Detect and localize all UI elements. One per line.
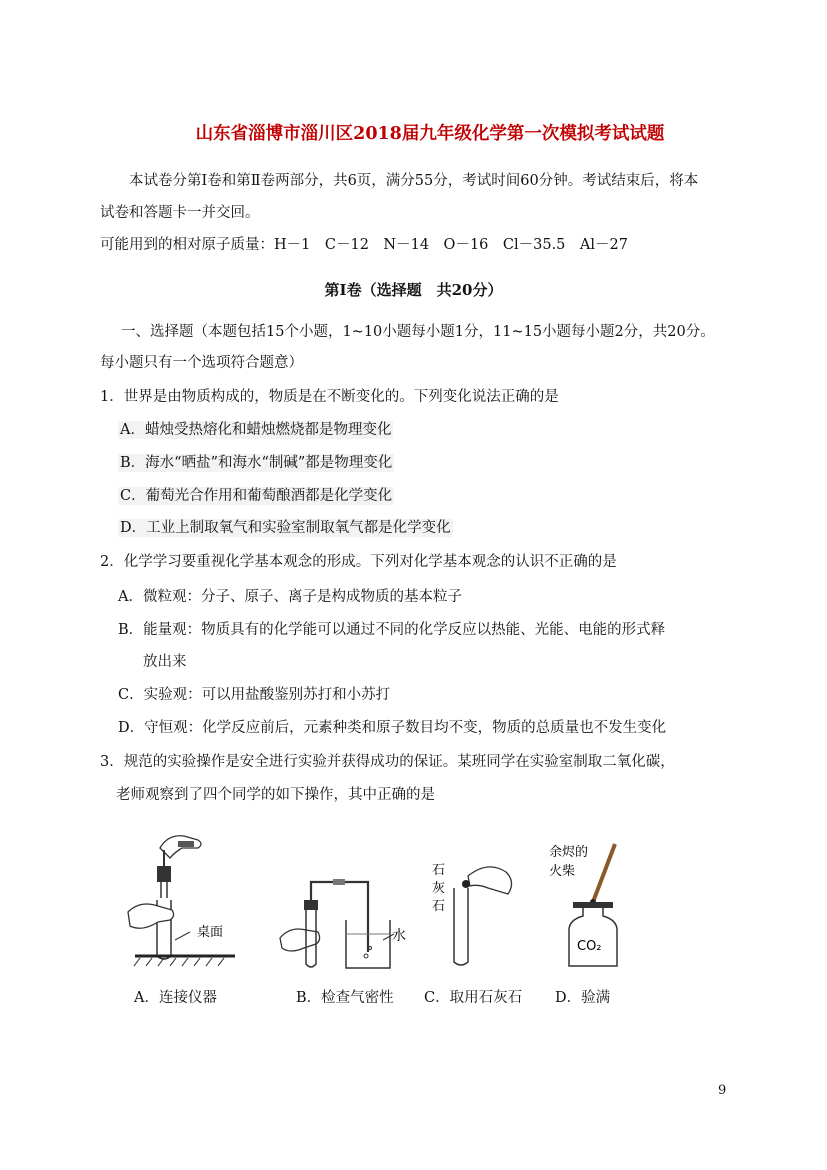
question-2-option-d: D．守恒观：化学反应前后，元素种类和原子数目均不变，物质的总质量也不发生变化: [118, 720, 667, 736]
limestone-label-3: 石: [432, 899, 446, 914]
caption-a: A．连接仪器: [134, 990, 217, 1006]
smoldering-match-icon: [593, 844, 615, 902]
figure-b-airtightness-check: [278, 868, 418, 973]
question-1-stem: 1．世界是由物质构成的，物质是在不断变化的。下列变化说法正确的是: [100, 389, 559, 405]
atomic-masses: 可能用到的相对原子质量：H－1 C－12 N－14 O－16 Cl－35.5 Al－27: [100, 237, 628, 253]
question-1-option-c: [118, 487, 394, 505]
option-text: D．工业上制取氧气和实验室制取氧气都是化学变化: [120, 520, 451, 536]
caption-c: C．取用石灰石: [424, 990, 523, 1006]
question-3-stem: 3．规范的实验操作是安全进行实验并获得成功的保证。某班同学在实验室制取二氧化碳，: [100, 754, 675, 770]
option-text: A．蜡烛受热熔化和蜡烛燃烧都是物理变化: [120, 422, 392, 438]
delivery-tube: [311, 882, 368, 952]
test-tube-icon: [454, 888, 468, 965]
figure-d-check-full: [545, 838, 655, 973]
option-text: C．葡萄光合作用和葡萄酿酒都是化学变化: [120, 488, 393, 504]
question-2-option-b: B．能量观：物质具有的化学能可以通过不同的化学反应以热能、光能、电能的形式释: [118, 622, 666, 638]
question-2-stem: 2．化学学习要重视化学基本观念的形成。下列对化学基本观念的认识不正确的是: [100, 554, 617, 570]
limestone-label-1: 石: [432, 863, 446, 878]
question-1-option-a: [118, 421, 393, 439]
option-text: B．海水“晒盐”和海水“制碱”都是物理变化: [120, 455, 393, 471]
caption-b: B．检查气密性: [296, 990, 394, 1006]
match-label-2: 火柴: [549, 864, 576, 879]
glass-cover-icon: [573, 902, 613, 908]
limestone-piece-icon: [462, 880, 470, 888]
section-instructions-2: 每小题只有一个选项符合题意）: [100, 355, 303, 371]
question-1-option-b: [118, 454, 394, 472]
desk-label: 桌面: [197, 925, 224, 940]
stopper-icon: [304, 900, 318, 910]
question-2-option-c: C．实验观：可以用盐酸鉴别苏打和小苏打: [118, 687, 391, 703]
gas-jar-icon: [569, 908, 617, 966]
lower-hand-icon: [128, 904, 174, 928]
page-number: 9: [718, 1083, 727, 1098]
hand-icon: [468, 867, 512, 894]
question-3-stem-cont: 老师观察到了四个同学的如下操作，其中正确的是: [116, 787, 435, 803]
section-title: 第Ⅰ卷（选择题 共20分）: [324, 281, 503, 299]
question-2-option-a: A．微粒观：分子、原子、离子是构成物质的基本粒子: [118, 589, 462, 605]
exam-title: 山东省淄博市淄川区2018届九年级化学第一次模拟考试试题: [195, 124, 665, 144]
figure-a-connect-apparatus: [120, 828, 245, 973]
intro-line-1: 本试卷分第Ⅰ卷和第Ⅱ卷两部分，共6页，满分55分，考试时间60分钟。考试结束后，将本: [129, 173, 699, 189]
limestone-label-2: 灰: [432, 881, 446, 896]
co2-label: CO₂: [577, 939, 602, 954]
caption-d: D．验满: [555, 990, 611, 1006]
section-instructions-1: 一、选择题（本题包括15个小题，1~10小题每小题1分，11~15小题每小题2分，共20分。: [121, 324, 715, 340]
hand-icon: [280, 929, 320, 951]
rubber-stopper-icon: [157, 866, 171, 882]
intro-line-2: 试卷和答题卡一并交回。: [100, 205, 260, 221]
question-1-option-d: [118, 519, 453, 537]
water-label: 水: [392, 928, 406, 944]
question-2-option-b-cont: 放出来: [143, 654, 187, 670]
figure-c-take-limestone: [428, 858, 528, 973]
match-label-1: 余烬的: [549, 845, 589, 860]
glass-tube-top: [178, 841, 194, 847]
